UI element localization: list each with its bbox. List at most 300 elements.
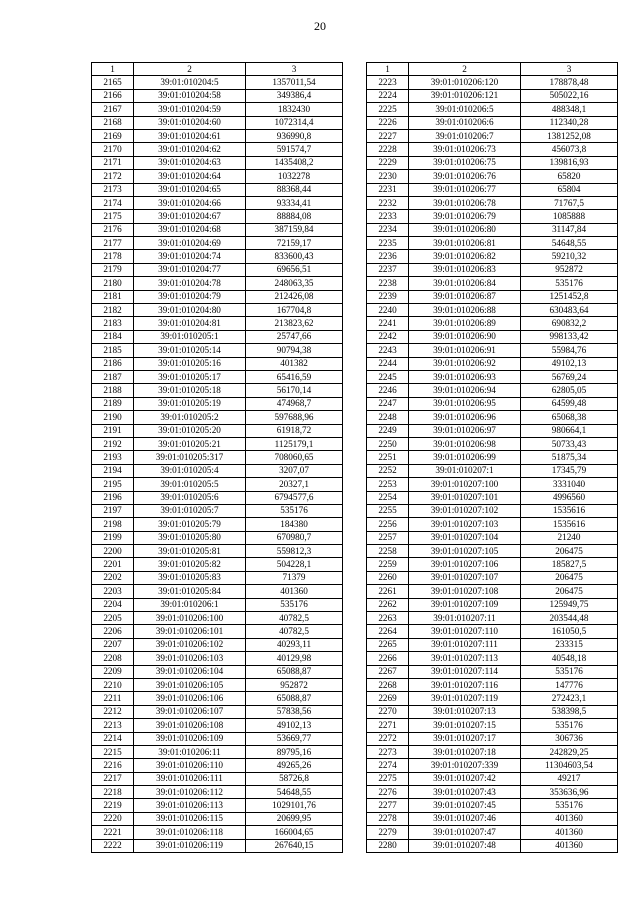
row-number-cell: 2183 xyxy=(92,317,134,330)
table-row xyxy=(92,277,343,290)
row-number-cell: 2252 xyxy=(367,464,409,477)
cadastral-number-cell: 39:01:010206:113 xyxy=(134,799,246,812)
row-number-cell: 2213 xyxy=(92,719,134,732)
column-header: 1 xyxy=(92,63,134,76)
cadastral-number-cell: 39:01:010204:63 xyxy=(134,156,246,169)
column-header: 3 xyxy=(246,63,343,76)
cadastral-number-cell: 39:01:010207:104 xyxy=(409,531,521,544)
table-row xyxy=(367,344,618,357)
row-number-cell: 2275 xyxy=(367,772,409,785)
table-row xyxy=(367,571,618,584)
row-number-cell: 2242 xyxy=(367,330,409,343)
row-number-cell: 2225 xyxy=(367,103,409,116)
value-cell: 54648,55 xyxy=(521,237,618,250)
table-row xyxy=(367,370,618,383)
cadastral-number-cell: 39:01:010204:66 xyxy=(134,196,246,209)
value-cell: 90794,38 xyxy=(246,344,343,357)
value-cell: 535176 xyxy=(521,799,618,812)
value-cell: 212426,08 xyxy=(246,290,343,303)
table-row xyxy=(92,531,343,544)
row-number-cell: 2236 xyxy=(367,250,409,263)
cadastral-number-cell: 39:01:010207:13 xyxy=(409,705,521,718)
table-row xyxy=(92,424,343,437)
row-number-cell: 2200 xyxy=(92,545,134,558)
table-row xyxy=(92,464,343,477)
row-number-cell: 2194 xyxy=(92,464,134,477)
cadastral-number-cell: 39:01:010206:120 xyxy=(409,76,521,89)
table-row xyxy=(367,585,618,598)
row-number-cell: 2253 xyxy=(367,478,409,491)
table-row xyxy=(92,772,343,785)
value-cell: 93334,41 xyxy=(246,196,343,209)
table-row xyxy=(92,210,343,223)
row-number-cell: 2209 xyxy=(92,665,134,678)
row-number-cell: 2189 xyxy=(92,397,134,410)
row-number-cell: 2219 xyxy=(92,799,134,812)
value-cell: 401360 xyxy=(521,839,618,852)
table-row xyxy=(92,196,343,209)
cadastral-number-cell: 39:01:010206:90 xyxy=(409,330,521,343)
row-number-cell: 2208 xyxy=(92,652,134,665)
table-row xyxy=(367,518,618,531)
cadastral-number-cell: 39:01:010206:80 xyxy=(409,223,521,236)
cadastral-number-cell: 39:01:010204:77 xyxy=(134,263,246,276)
table-row xyxy=(92,237,343,250)
value-cell: 535176 xyxy=(246,504,343,517)
value-cell: 71379 xyxy=(246,571,343,584)
value-cell: 11304603,54 xyxy=(521,759,618,772)
row-number-cell: 2267 xyxy=(367,665,409,678)
value-cell: 112340,28 xyxy=(521,116,618,129)
value-cell: 690832,2 xyxy=(521,317,618,330)
cadastral-number-cell: 39:01:010206:92 xyxy=(409,357,521,370)
cadastral-number-cell: 39:01:010207:45 xyxy=(409,799,521,812)
row-number-cell: 2272 xyxy=(367,732,409,745)
table-row xyxy=(367,839,618,852)
row-number-cell: 2266 xyxy=(367,652,409,665)
value-cell: 25747,66 xyxy=(246,330,343,343)
value-cell: 166004,65 xyxy=(246,826,343,839)
row-number-cell: 2273 xyxy=(367,745,409,758)
row-number-cell: 2229 xyxy=(367,156,409,169)
value-cell: 72159,17 xyxy=(246,237,343,250)
value-cell: 40782,5 xyxy=(246,625,343,638)
row-number-cell: 2268 xyxy=(367,678,409,691)
row-number-cell: 2265 xyxy=(367,638,409,651)
row-number-cell: 2244 xyxy=(367,357,409,370)
table-row xyxy=(367,156,618,169)
table-row xyxy=(367,812,618,825)
cadastral-number-cell: 39:01:010207:110 xyxy=(409,625,521,638)
row-number-cell: 2223 xyxy=(367,76,409,89)
table-row xyxy=(367,799,618,812)
row-number-cell: 2254 xyxy=(367,491,409,504)
row-number-cell: 2274 xyxy=(367,759,409,772)
table-row xyxy=(92,103,343,116)
table-row xyxy=(92,545,343,558)
value-cell: 65416,59 xyxy=(246,370,343,383)
row-number-cell: 2207 xyxy=(92,638,134,651)
cadastral-number-cell: 39:01:010206:11 xyxy=(134,745,246,758)
cadastral-number-cell: 39:01:010205:14 xyxy=(134,344,246,357)
value-cell: 61918,72 xyxy=(246,424,343,437)
cadastral-number-cell: 39:01:010206:84 xyxy=(409,277,521,290)
table-row xyxy=(92,451,343,464)
table-row xyxy=(92,263,343,276)
cadastral-number-cell: 39:01:010205:1 xyxy=(134,330,246,343)
table-row xyxy=(367,625,618,638)
cadastral-number-cell: 39:01:010207:43 xyxy=(409,786,521,799)
cadastral-number-cell: 39:01:010206:100 xyxy=(134,612,246,625)
row-number-cell: 2241 xyxy=(367,317,409,330)
table-row xyxy=(92,652,343,665)
value-cell: 56769,24 xyxy=(521,370,618,383)
register-table-left xyxy=(91,62,343,853)
table-header-row xyxy=(367,63,618,76)
cadastral-number-cell: 39:01:010205:6 xyxy=(134,491,246,504)
table-row xyxy=(92,89,343,102)
row-number-cell: 2218 xyxy=(92,786,134,799)
value-cell: 591574,7 xyxy=(246,143,343,156)
cadastral-number-cell: 39:01:010206:104 xyxy=(134,665,246,678)
cadastral-number-cell: 39:01:010204:74 xyxy=(134,250,246,263)
cadastral-number-cell: 39:01:010207:48 xyxy=(409,839,521,852)
table-row xyxy=(92,290,343,303)
cadastral-number-cell: 39:01:010204:65 xyxy=(134,183,246,196)
value-cell: 88884,08 xyxy=(246,210,343,223)
cadastral-number-cell: 39:01:010206:119 xyxy=(134,839,246,852)
value-cell: 535176 xyxy=(521,665,618,678)
value-cell: 65820 xyxy=(521,170,618,183)
row-number-cell: 2169 xyxy=(92,129,134,142)
row-number-cell: 2246 xyxy=(367,384,409,397)
cadastral-number-cell: 39:01:010206:93 xyxy=(409,370,521,383)
row-number-cell: 2256 xyxy=(367,518,409,531)
row-number-cell: 2263 xyxy=(367,612,409,625)
value-cell: 161050,5 xyxy=(521,625,618,638)
table-row xyxy=(367,638,618,651)
cadastral-number-cell: 39:01:010204:78 xyxy=(134,277,246,290)
row-number-cell: 2206 xyxy=(92,625,134,638)
table-row xyxy=(367,719,618,732)
value-cell: 64599,48 xyxy=(521,397,618,410)
table-row xyxy=(92,571,343,584)
table-row xyxy=(367,678,618,691)
value-cell: 630483,64 xyxy=(521,304,618,317)
table-row xyxy=(367,143,618,156)
cadastral-number-cell: 39:01:010206:6 xyxy=(409,116,521,129)
row-number-cell: 2170 xyxy=(92,143,134,156)
value-cell: 147776 xyxy=(521,678,618,691)
table-row xyxy=(367,384,618,397)
table-row xyxy=(92,665,343,678)
value-cell: 65068,38 xyxy=(521,411,618,424)
row-number-cell: 2250 xyxy=(367,437,409,450)
row-number-cell: 2203 xyxy=(92,585,134,598)
table-row xyxy=(92,839,343,852)
value-cell: 1535616 xyxy=(521,504,618,517)
value-cell: 248063,35 xyxy=(246,277,343,290)
table-row xyxy=(92,317,343,330)
row-number-cell: 2175 xyxy=(92,210,134,223)
table-left-body xyxy=(92,63,343,853)
row-number-cell: 2238 xyxy=(367,277,409,290)
cadastral-number-cell: 39:01:010207:107 xyxy=(409,571,521,584)
page-number: 20 xyxy=(314,19,326,33)
value-cell: 456073,8 xyxy=(521,143,618,156)
row-number-cell: 2221 xyxy=(92,826,134,839)
cadastral-number-cell: 39:01:010205:84 xyxy=(134,585,246,598)
row-number-cell: 2251 xyxy=(367,451,409,464)
cadastral-number-cell: 39:01:010205:16 xyxy=(134,357,246,370)
cadastral-number-cell: 39:01:010205:81 xyxy=(134,545,246,558)
cadastral-number-cell: 39:01:010205:4 xyxy=(134,464,246,477)
value-cell: 597688,96 xyxy=(246,411,343,424)
row-number-cell: 2214 xyxy=(92,732,134,745)
row-number-cell: 2168 xyxy=(92,116,134,129)
table-row xyxy=(367,183,618,196)
row-number-cell: 2264 xyxy=(367,625,409,638)
cadastral-number-cell: 39:01:010207:1 xyxy=(409,464,521,477)
cadastral-number-cell: 39:01:010207:109 xyxy=(409,598,521,611)
cadastral-number-cell: 39:01:010204:5 xyxy=(134,76,246,89)
row-number-cell: 2178 xyxy=(92,250,134,263)
table-row xyxy=(92,357,343,370)
table-header-row xyxy=(92,63,343,76)
value-cell: 62805,05 xyxy=(521,384,618,397)
value-cell: 213823,62 xyxy=(246,317,343,330)
cadastral-number-cell: 39:01:010205:18 xyxy=(134,384,246,397)
value-cell: 1029101,76 xyxy=(246,799,343,812)
value-cell: 1435408,2 xyxy=(246,156,343,169)
value-cell: 31147,84 xyxy=(521,223,618,236)
table-row xyxy=(367,612,618,625)
cadastral-number-cell: 39:01:010207:101 xyxy=(409,491,521,504)
value-cell: 17345,79 xyxy=(521,464,618,477)
table-row xyxy=(92,745,343,758)
value-cell: 998133,42 xyxy=(521,330,618,343)
value-cell: 488348,1 xyxy=(521,103,618,116)
value-cell: 952872 xyxy=(246,678,343,691)
cadastral-number-cell: 39:01:010205:317 xyxy=(134,451,246,464)
cadastral-number-cell: 39:01:010207:106 xyxy=(409,558,521,571)
column-header: 2 xyxy=(409,63,521,76)
table-row xyxy=(92,625,343,638)
value-cell: 203544,48 xyxy=(521,612,618,625)
table-row xyxy=(92,786,343,799)
row-number-cell: 2210 xyxy=(92,678,134,691)
table-row xyxy=(367,705,618,718)
row-number-cell: 2205 xyxy=(92,612,134,625)
cadastral-number-cell: 39:01:010206:83 xyxy=(409,263,521,276)
value-cell: 40548,18 xyxy=(521,652,618,665)
table-row xyxy=(92,384,343,397)
cadastral-number-cell: 39:01:010206:87 xyxy=(409,290,521,303)
cadastral-number-cell: 39:01:010206:115 xyxy=(134,812,246,825)
value-cell: 20327,1 xyxy=(246,478,343,491)
row-number-cell: 2198 xyxy=(92,518,134,531)
value-cell: 387159,84 xyxy=(246,223,343,236)
cadastral-number-cell: 39:01:010207:339 xyxy=(409,759,521,772)
value-cell: 20699,95 xyxy=(246,812,343,825)
table-row xyxy=(92,170,343,183)
cadastral-number-cell: 39:01:010207:42 xyxy=(409,772,521,785)
table-row xyxy=(92,558,343,571)
row-number-cell: 2270 xyxy=(367,705,409,718)
value-cell: 167704,8 xyxy=(246,304,343,317)
row-number-cell: 2245 xyxy=(367,370,409,383)
table-row xyxy=(92,129,343,142)
cadastral-number-cell: 39:01:010207:18 xyxy=(409,745,521,758)
cadastral-number-cell: 39:01:010206:1 xyxy=(134,598,246,611)
value-cell: 51875,34 xyxy=(521,451,618,464)
value-cell: 401360 xyxy=(246,585,343,598)
table-row xyxy=(367,210,618,223)
cadastral-number-cell: 39:01:010204:58 xyxy=(134,89,246,102)
table-row xyxy=(367,491,618,504)
table-row xyxy=(367,89,618,102)
cadastral-number-cell: 39:01:010204:67 xyxy=(134,210,246,223)
table-row xyxy=(367,772,618,785)
table-row xyxy=(367,237,618,250)
row-number-cell: 2171 xyxy=(92,156,134,169)
row-number-cell: 2176 xyxy=(92,223,134,236)
table-row xyxy=(92,732,343,745)
cadastral-number-cell: 39:01:010206:110 xyxy=(134,759,246,772)
table-row xyxy=(92,598,343,611)
cadastral-number-cell: 39:01:010206:106 xyxy=(134,692,246,705)
value-cell: 40782,5 xyxy=(246,612,343,625)
row-number-cell: 2278 xyxy=(367,812,409,825)
table-row xyxy=(92,705,343,718)
row-number-cell: 2217 xyxy=(92,772,134,785)
value-cell: 58726,8 xyxy=(246,772,343,785)
table-row xyxy=(367,826,618,839)
row-number-cell: 2228 xyxy=(367,143,409,156)
table-row xyxy=(92,223,343,236)
cadastral-number-cell: 39:01:010206:82 xyxy=(409,250,521,263)
cadastral-number-cell: 39:01:010204:81 xyxy=(134,317,246,330)
table-row xyxy=(92,304,343,317)
row-number-cell: 2234 xyxy=(367,223,409,236)
table-row xyxy=(367,665,618,678)
cadastral-number-cell: 39:01:010206:79 xyxy=(409,210,521,223)
table-row xyxy=(92,585,343,598)
value-cell: 49265,26 xyxy=(246,759,343,772)
cadastral-number-cell: 39:01:010207:100 xyxy=(409,478,521,491)
table-row xyxy=(367,558,618,571)
cadastral-number-cell: 39:01:010204:59 xyxy=(134,103,246,116)
row-number-cell: 2237 xyxy=(367,263,409,276)
table-row xyxy=(92,76,343,89)
cadastral-number-cell: 39:01:010204:60 xyxy=(134,116,246,129)
table-row xyxy=(367,545,618,558)
table-row xyxy=(367,437,618,450)
value-cell: 1832430 xyxy=(246,103,343,116)
value-cell: 3207,07 xyxy=(246,464,343,477)
value-cell: 139816,93 xyxy=(521,156,618,169)
row-number-cell: 2211 xyxy=(92,692,134,705)
row-number-cell: 2257 xyxy=(367,531,409,544)
table-row xyxy=(367,478,618,491)
value-cell: 50733,43 xyxy=(521,437,618,450)
table-row xyxy=(92,759,343,772)
cadastral-number-cell: 39:01:010206:98 xyxy=(409,437,521,450)
value-cell: 184380 xyxy=(246,518,343,531)
table-row xyxy=(92,397,343,410)
row-number-cell: 2212 xyxy=(92,705,134,718)
cadastral-number-cell: 39:01:010204:80 xyxy=(134,304,246,317)
table-row xyxy=(92,330,343,343)
row-number-cell: 2196 xyxy=(92,491,134,504)
value-cell: 56170,14 xyxy=(246,384,343,397)
row-number-cell: 2247 xyxy=(367,397,409,410)
row-number-cell: 2166 xyxy=(92,89,134,102)
value-cell: 306736 xyxy=(521,732,618,745)
row-number-cell: 2187 xyxy=(92,370,134,383)
value-cell: 21240 xyxy=(521,531,618,544)
row-number-cell: 2235 xyxy=(367,237,409,250)
row-number-cell: 2193 xyxy=(92,451,134,464)
value-cell: 474968,7 xyxy=(246,397,343,410)
row-number-cell: 2279 xyxy=(367,826,409,839)
cadastral-number-cell: 39:01:010206:73 xyxy=(409,143,521,156)
cadastral-number-cell: 39:01:010206:96 xyxy=(409,411,521,424)
row-number-cell: 2216 xyxy=(92,759,134,772)
value-cell: 3331040 xyxy=(521,478,618,491)
cadastral-number-cell: 39:01:010207:105 xyxy=(409,545,521,558)
row-number-cell: 2220 xyxy=(92,812,134,825)
value-cell: 88368,44 xyxy=(246,183,343,196)
table-row xyxy=(92,812,343,825)
cadastral-number-cell: 39:01:010204:62 xyxy=(134,143,246,156)
value-cell: 952872 xyxy=(521,263,618,276)
table-row xyxy=(92,156,343,169)
value-cell: 1251452,8 xyxy=(521,290,618,303)
cadastral-number-cell: 39:01:010204:64 xyxy=(134,170,246,183)
table-row xyxy=(367,103,618,116)
row-number-cell: 2232 xyxy=(367,196,409,209)
value-cell: 206475 xyxy=(521,545,618,558)
value-cell: 1125179,1 xyxy=(246,437,343,450)
table-row xyxy=(367,786,618,799)
row-number-cell: 2184 xyxy=(92,330,134,343)
cadastral-number-cell: 39:01:010206:7 xyxy=(409,129,521,142)
table-row xyxy=(367,129,618,142)
table-row xyxy=(92,370,343,383)
value-cell: 206475 xyxy=(521,571,618,584)
value-cell: 1535616 xyxy=(521,518,618,531)
row-number-cell: 2204 xyxy=(92,598,134,611)
value-cell: 206475 xyxy=(521,585,618,598)
row-number-cell: 2195 xyxy=(92,478,134,491)
table-row xyxy=(92,478,343,491)
table-row xyxy=(367,652,618,665)
row-number-cell: 2233 xyxy=(367,210,409,223)
table-row xyxy=(367,116,618,129)
cadastral-number-cell: 39:01:010204:79 xyxy=(134,290,246,303)
table-row xyxy=(367,732,618,745)
row-number-cell: 2269 xyxy=(367,692,409,705)
value-cell: 185827,5 xyxy=(521,558,618,571)
cadastral-number-cell: 39:01:010206:99 xyxy=(409,451,521,464)
value-cell: 65088,87 xyxy=(246,692,343,705)
cadastral-number-cell: 39:01:010207:108 xyxy=(409,585,521,598)
value-cell: 178878,48 xyxy=(521,76,618,89)
cadastral-number-cell: 39:01:010207:114 xyxy=(409,665,521,678)
cadastral-number-cell: 39:01:010206:101 xyxy=(134,625,246,638)
table-row xyxy=(92,143,343,156)
